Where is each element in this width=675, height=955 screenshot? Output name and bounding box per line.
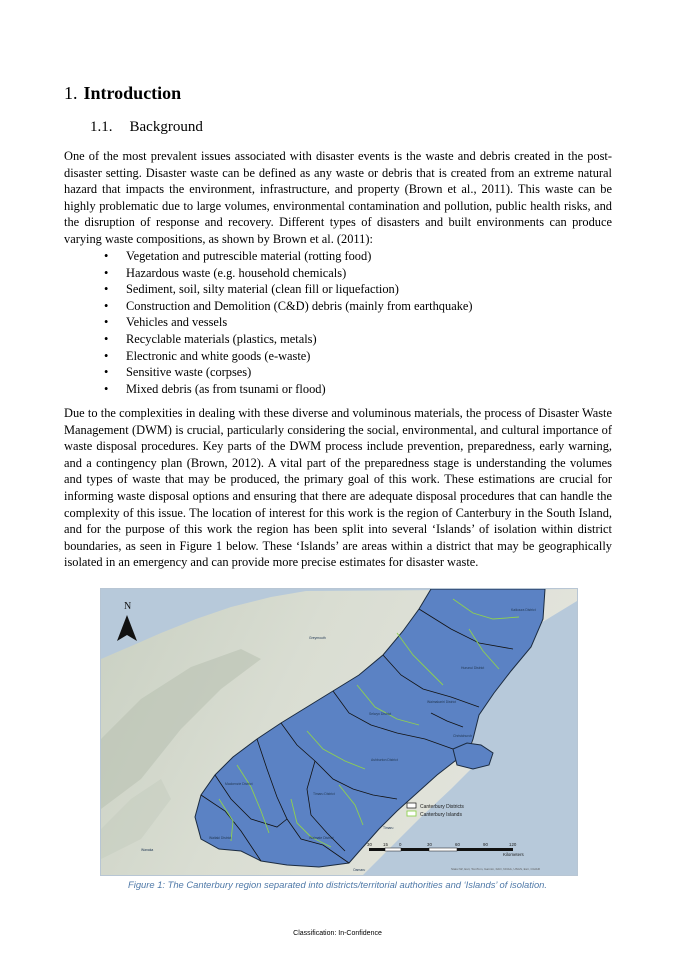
- canterbury-map-figure: [100, 588, 578, 876]
- paragraph-dwm: Due to the complexities in dealing with these diverse and voluminous materials, the process of Disaster Waste Management (DWM) is crucial, particularly considering the social, environmental, and cultural importance of waste disposal procedures. Key parts of the DWM process include prevention, preparedness, early warning, and a contingency plan (Brown, 2012). A vital part of the preparedness stage is understanding the volumes and types of waste that may be produced, the primary goal of this work. These estimations are crucial for informing waste disposal options and ensuring that there are adequate disposal procedures that can handle the complexity of this issue. The location of interest for this work is the region of Canterbury in the South Island, and for the purpose of this work the region has been split into several ‘Islands’ of isolation within district boundaries, as seen in Figure 1 below. These ‘Islands’ are areas within a district that may be geographically isolated in an emergency and can provide more precise estimates for disaster waste.: [64, 406, 612, 570]
- map-label: Ashburton District: [371, 758, 398, 762]
- list-item: • Mixed debris (as from tsunami or flood): [104, 381, 473, 398]
- map-label: Waitaki District: [209, 836, 232, 840]
- scale-tick-label: 60: [455, 842, 460, 847]
- scale-tick-label: 15: [383, 842, 388, 847]
- list-item: • Vegetation and putrescible material (rotting food): [104, 248, 473, 265]
- legend-label-districts: Canterbury Districts: [420, 804, 464, 810]
- subsection-title: Background: [129, 119, 203, 135]
- scale-tick-label: 0: [399, 842, 402, 847]
- section-number: 1.: [64, 83, 78, 103]
- scale-segment: [457, 848, 513, 851]
- list-item: • Construction and Demolition (C&D) debris (mainly from earthquake): [104, 298, 473, 315]
- map-label: Waimakariri District: [427, 700, 457, 704]
- map-label: Waimate District: [309, 836, 334, 840]
- waste-types-list: [104, 248, 473, 397]
- paragraph-intro: One of the most prevalent issues associated with disaster events is the waste and debris created in the post-disaster setting. Disaster waste can be defined as any waste or debris that is created from an extreme natural hazard that impacts the environment, infrastructure, and property (Brown et al., 2011). This waste can be highly problematic due to large volumes, environmental contamination and pollution, public health risks, and the disruption of response and recovery. Different types of disasters and built environments can produce varying waste compositions, as shown by Brown et al. (2011):: [64, 149, 612, 246]
- scale-segment: [429, 848, 457, 851]
- section-title: Introduction: [83, 83, 182, 103]
- map-label: Timaru: [383, 826, 394, 830]
- classification-footer: Classification: In-Confidence: [293, 930, 382, 937]
- scale-segment: [401, 848, 429, 851]
- map-label: Kaikoura District: [511, 608, 536, 612]
- list-item: • Vehicles and vessels: [104, 314, 473, 331]
- scale-segment: [385, 848, 401, 851]
- scale-tick-label: 30: [367, 842, 372, 847]
- figure-caption: Figure 1: The Canterbury region separated into districts/territorial authorities and ‘Islands’ of isolation.: [128, 879, 547, 890]
- map-attribution: Stats NZ, Esri, TomTom, Garmin, FAO, NOAA, USGS, Esri, CGIAR: [451, 867, 540, 871]
- list-item: • Sediment, soil, silty material (clean fill or liquefaction): [104, 281, 473, 298]
- map-label: Selwyn District: [369, 712, 392, 716]
- subsection-heading: [90, 117, 203, 137]
- scale-tick-label: 30: [427, 842, 432, 847]
- north-label: N: [124, 601, 132, 612]
- map-label: Greymouth: [309, 636, 326, 640]
- scale-segment: [369, 848, 385, 851]
- list-item: • Hazardous waste (e.g. household chemicals): [104, 265, 473, 282]
- legend-swatch-districts: [407, 803, 416, 808]
- subsection-number: 1.1.: [90, 119, 113, 135]
- list-item: • Recyclable materials (plastics, metals): [104, 331, 473, 348]
- map-label: Hurunui District: [461, 666, 485, 670]
- legend-label-islands: Canterbury Islands: [420, 812, 462, 818]
- map-label: Christchurch: [453, 734, 473, 738]
- canterbury-map: [101, 589, 577, 875]
- scale-unit: Kilometers: [503, 852, 524, 857]
- scale-tick-label: 90: [483, 842, 488, 847]
- section-heading: [64, 82, 181, 104]
- map-label: Mackenzie District: [225, 782, 253, 786]
- map-label: Wanaka: [141, 848, 154, 852]
- map-label: Oamaru: [353, 868, 366, 872]
- list-item: • Sensitive waste (corpses): [104, 364, 473, 381]
- legend-swatch-islands: [407, 811, 416, 816]
- scale-tick-label: 120: [509, 842, 517, 847]
- list-item: • Electronic and white goods (e-waste): [104, 348, 473, 365]
- map-label: Timaru District: [313, 792, 335, 796]
